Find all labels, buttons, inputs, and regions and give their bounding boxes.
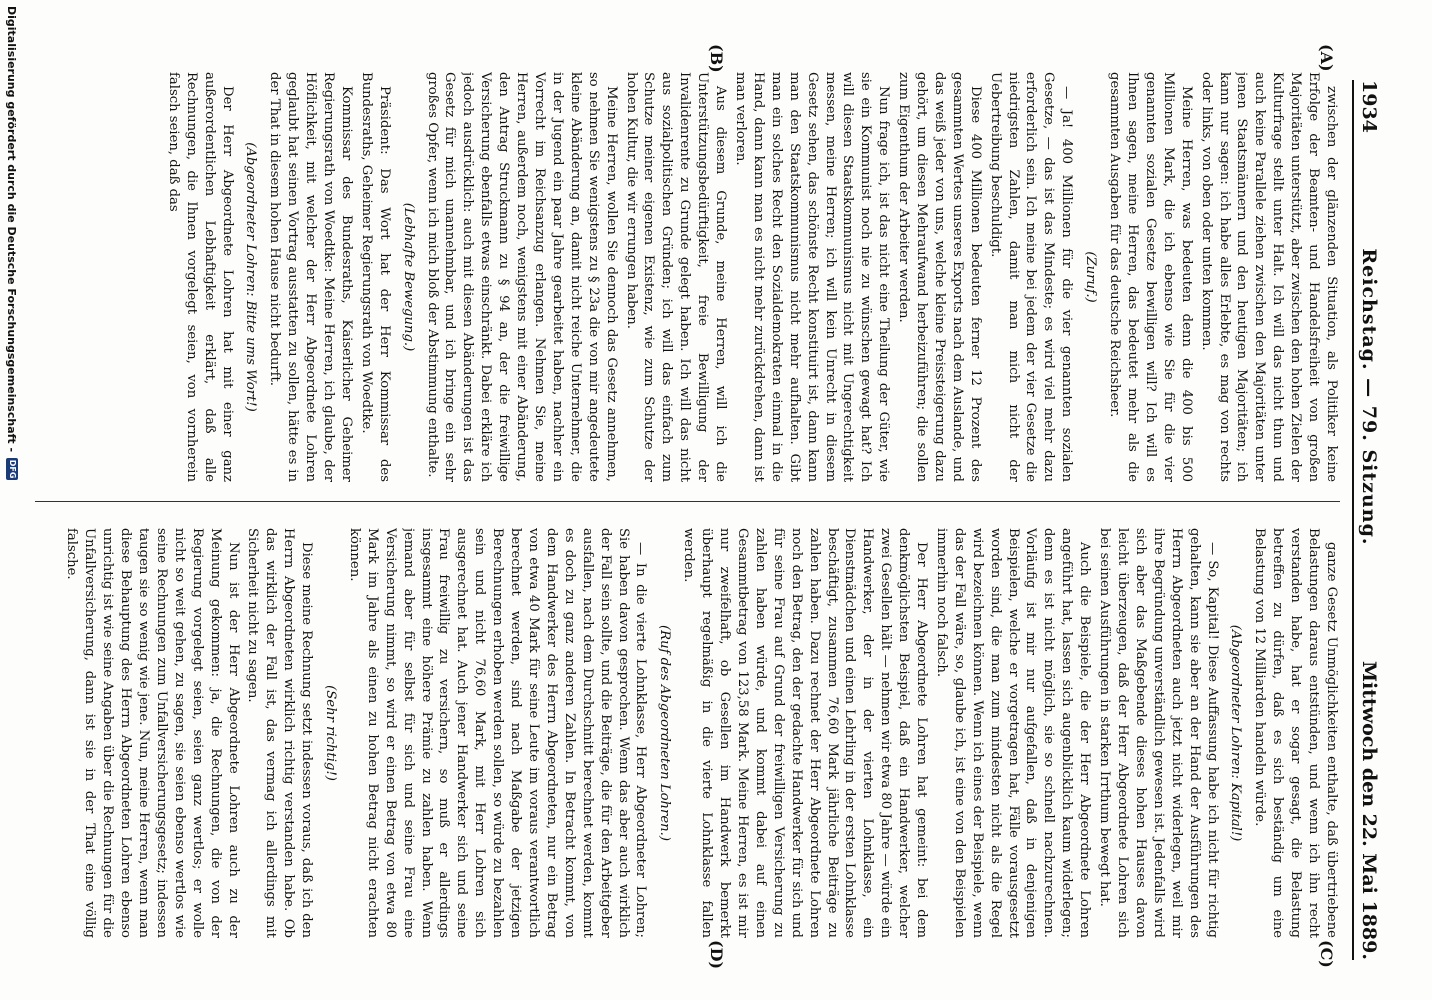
paragraph: Nun frage ich, ist das nicht eine Theilung der Güter, wie sie ein Kommunist noch nie zu wünschen gewagt hat? Ich will diesen Staatskommunismus nicht mit Ungerechtigkeit messen, meine Herren; ich will kein Unrecht in diesem Gesetz sehen, das schönste Recht konstituirt ist, dann kann man den Staatskommunismus nicht mehr aufhalten. Gibt man ein solches Recht den Sozialdemokraten einmal in die Hand, dann kann man es nicht mehr zurückdrehen, dann ist man verloren. (733, 72, 892, 482)
paragraph: Der Herr Abgeordnete Lohren hat mit einer ganz außerordentlichen Lebhaftigkeit erklärt, daß alle Rechnungen, die Ihnen vorgelegt seien, von vornherein falsch seien, daß das (165, 72, 235, 482)
paragraph: — In die vierte Lohnklasse, Herr Abgeordneter Lohren; Sie haben davon gesprochen. Wenn das aber auch wirklich der Fall sein sollte, und die Beiträge, die für den Arbeitgeber ausfallen, nach dem Durchschnitt berechnet werden, kommt es doch zu ganz anderen Zahlen. In Betracht kommt, von dem Handwerker des Herrn Abgeordneten, nur ein Betrag von etwa 40 Mark für seine Leute im voraus verantwortlich berechnet werden, sind nach Maßgabe der jetzigen Berechnungen erhoben werden sollen, so würde zu bezahlen sein und nicht 76,60 Mark, mit Herr Lohren sich ausgerechnet hat. Auch jener Handwerker sich und seine Frau freiwillig zu versichern, so muß er allerdings insgesammt eine höhere Prämie zu zahlen haben. Wenn jemand aber für selbst für sich und seine Frau eine Versicherung nimmt, so wird er einen Betrag von etwa 80 Mark im Jahre als einen zu hohen Betrag nicht erachten können. (346, 528, 649, 938)
dfg-logo: DFG (8, 459, 17, 479)
paragraph: Diese meine Rechnung setzt indessen voraus, daß ich den Herrn Abgeordneten wirklich richtig verstanden habe. Ob das wirklich der Fall ist, das vermag ich allerdings mit Sicherheit nicht zu sagen. (245, 528, 315, 938)
digitization-footer (0, 0, 24, 1006)
interjection: (Sehr richtig!) (323, 685, 339, 781)
paragraph: Aus diesem Grunde, meine Herren, will ich die Unterstützungsbedürftigkeit, freie Bewilligung der Invalidenrente zu Grunde gelegt haben. Ich will das nicht aus sozialpolitischen Gründen; ich will das einfach zum Schutze meiner eigenen Existenz, wie zum Schutze der hohen Kultur, die wir errungen haben. (623, 72, 729, 482)
interjection: (Zuruf.) (1083, 251, 1099, 303)
interjection: (Abgeordneter Lohren: Bitte ums Wort!) (243, 142, 259, 412)
page-number: 1934 (1358, 80, 1380, 133)
paragraph: Diese 400 Millionen bedeuten ferner 12 Prozent des gesammten Wertes unseres Exports nach dem Auslande, und das weiß jeder von uns, welche kleine Preissteigerung dazu gehört, um diesen Mehraufwand herbeizuführen; die sollen zum Eigenthum der Arbeiter werden. (896, 72, 983, 482)
left-text-column (30, 72, 1340, 482)
footer-text: Digitalisierung gefördert durch die Deutsche Forschungsgemeinschaft - (5, 6, 19, 453)
column-divider (35, 501, 1340, 502)
paragraph: — So, Kapital! Diese Auffassung habe ich nicht für richtig gehalten, kann sie aber an der Hand der Ausführungen des Herrn Abgeordneten auch jetzt nicht widerlegen, weil mir ihre Begründung unverständlich gewesen ist. Jedenfalls wird sich aber das Maßgebende dieses hohen Hauses davon leicht überzeugen, daß der Herr Abgeordnete Lohren sich bei seinen Ausführungen in starken Irrthum bewegt hat. (1097, 528, 1220, 938)
right-text-column (30, 528, 1340, 938)
paragraph: Meine Herren, was bedeuten denn die 400 bis 500 Millionen Mark, die ich ebenso wie Sie für die vier genannten sozialen Gesetze bewilligen will? Ich will es Ihnen sagen, meine Herren, das bedeutet mehr als die gesammten Ausgaben für das deutsche Reichsheer. (1107, 72, 1194, 482)
paragraph: Der Herr Abgeordnete Lohren hat gemeint: bei dem denkmöglichsten Beispiel, daß ein Handwerker, welcher zwei Gesellen hält — nehmen wir etwa 80 Jahre — würde ein Handwerker, der in der vierten Lohnklasse, ein Dienstmädchen und einen Lehrling in der ersten Lohnklasse beschäftigt, zusammen 76,60 Mark jährliche Beiträge zu zahlen haben. Dazu rechnet der Herr Abgeordnete Lohren noch den Betrag, den der gedachte Handwerker für sich und für seine Frau auf Grund der freiwilligen Versicherung zu zahlen haben würde, und kommt dabei auf einen Gesammtbetrag von 123,58 Mark. Meine Herren, es ist mir nur zweifelhaft, ob Gesellen im Handwerk bemerkt überhaupt regelmäßig in die vierte Lohnklasse fallen werden. (681, 528, 930, 938)
paragraph: Nun ist der Herr Abgeordnete Lohren auch zu der Meinung gekommen: ja, die Rechnungen, die von der Regierung vorgelegt seien, seien ganz wertlos; er wolle nicht so weit gehen, zu sagen, sie seien ebenso wertlos wie seine Rechnungen zum Unfallversicherungsgesetz; indessen taugen sie so wenig wie jene. Nun, meine Herren, wenn man diese Behauptung des Herrn Abgeordneten Lohren ebenso unrichtig ist wie seine Angaben über die Rechnungen für die Unfallversicherung, dann ist sie in der That eine völlig falsche. (64, 528, 241, 938)
speaker-paragraph: Kommissar des Bundesraths, Kaiserlicher Geheimer Regierungsrath von Woedtke: Meine Herren, ich glaube, der Höflichkeit, mit welcher der Herr Abgeordnete Lohren geglaubt hat seinen Vortrag ausstatten zu sollen, hätte es in der That in diesem hohen Hause nicht bedurft. (267, 72, 354, 482)
speaker-paragraph: Präsident: Das Wort hat der Herr Kommissar des Bundesraths, Geheimer Regierungsrath von Woedtke. (358, 72, 392, 482)
paragraph: — Ja! 400 Millionen für die vier genannten sozialen Gesetze, — das ist das Mindeste; es wird viel mehr dazu erforderlich sein. Ich meine bei jedem der vier Gesetze die niedrigsten Zahlen, damit man mich nicht der Uebertreibung beschuldigt. (987, 72, 1075, 482)
page-header (1352, 80, 1392, 960)
marker-c: (C) (1317, 940, 1336, 968)
session-date: Mittwoch den 22. Mai 1889. (1358, 661, 1380, 960)
paragraph: Auch die Beispiele, die der Herr Abgeordnete Lohren angeführt hat, lassen sich augenblicklich kaum widerlegen; denn es ist nicht möglich, sie so schnell nachzurechnen. Vorläufig ist mir nur aufgefallen, daß in denjenigen Beispielen, welche er vorgetragen hat, Fälle vorausgesetzt worden sind, die man zum mindesten nicht als die Regel wird bezeichnen können. Wenn ich eines der Beispiele, wenn das der Fall wäre, so, glaube ich, ist eine von den Beispielen immerhin noch falsch. (933, 528, 1093, 938)
paragraph: zwischen der glänzenden Situation, als Politiker keine Erfolge der Beamten- und Handelsfreiheit von großen Majoritäten unterstützt, aber zwischen den hohen Zielen der Kulturfrage stellt unter Halt. Ich will das nicht thun und auch keine Parallele ziehen zwischen den Majoritäten unter jenen Staatsmännern und den heutigen Majoritäten; ich kann nur sagen: ich habe alles Erlebte, es mag von rechts oder links, von oben oder unten kommen. (1198, 72, 1339, 482)
interjection: (Abgeordneter Lohren: Kapital!) (1228, 624, 1244, 842)
marker-a: (A) (1317, 44, 1336, 72)
paragraph: ganze Gesetz Unmöglichkeiten enthalte, daß übertriebene Belastungen daraus entstünden, und wenn ich ihn recht verstanden habe, hat er sogar gesagt, die Belastung betreffen zu dürfen, daß es sich beständig um eine Belastung von 12 Milliarden handeln würde. (1252, 528, 1339, 938)
interjection: (Lebhafte Bewegung.) (400, 202, 416, 352)
paragraph: Meine Herren, wollen Sie dennoch das Gesetz annehmen, so nehmen Sie wenigstens zu § 23a die von mir angedeutete kleine Abänderung an, damit nicht reiche Unternehmer, die in der Jugend ein paar Jahre gearbeitet haben, nachher ein Vorrecht im Reichsanzug erlangen. Nehmen Sie, meine Herren, außerdem noch, wenigstens mit einer Abänderung, den Antrag Struckmann zu § 94 an, der die freiwillige Versicherung ebenfalls etwas einschränkt. Dabei erkläre ich jedoch ausdrücklich: auch mit diesen Abänderungen ist das Gesetz für mich unannehmbar, und ich bringe ein sehr großes Opfer, wenn ich mich bloß der Abstimmung enthalte. (424, 72, 619, 482)
session-title: Reichstag. — 79. Sitzung. (1358, 248, 1380, 546)
marker-b: (B) (707, 44, 726, 73)
marker-d: (D) (707, 940, 726, 970)
interjection: (Ruf des Abgeordneten Lohren.) (657, 625, 673, 841)
